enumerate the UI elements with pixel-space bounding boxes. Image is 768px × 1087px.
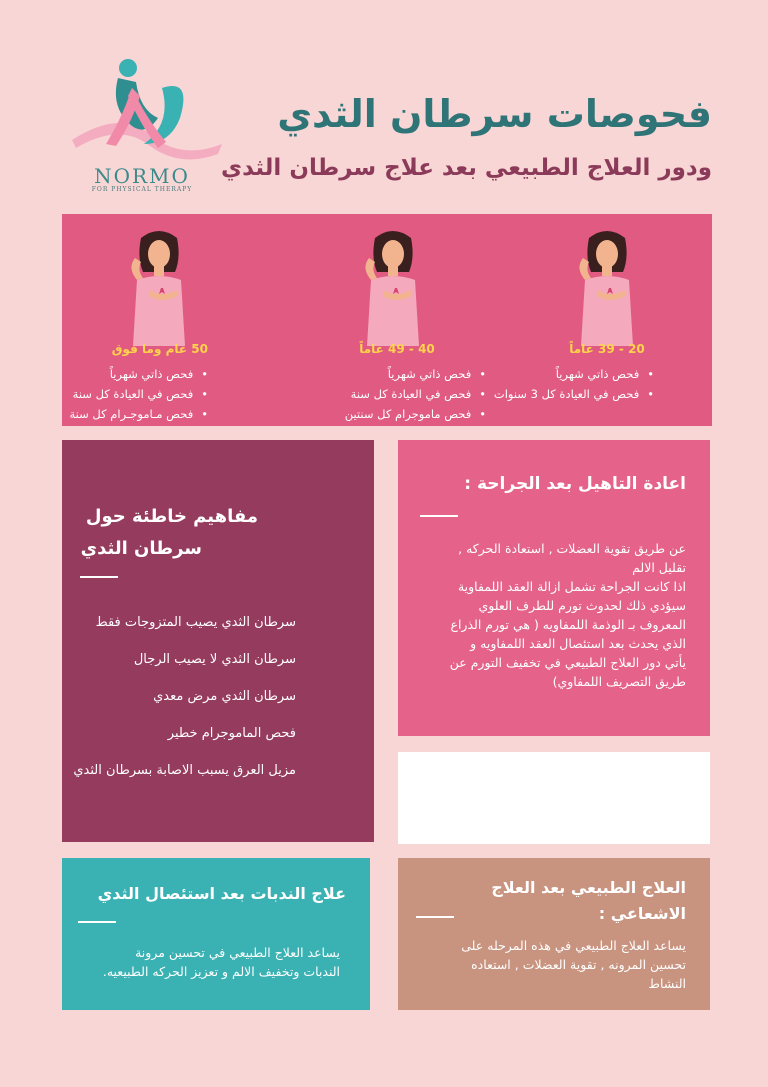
list-item: • فحص ذاتي شهرياً: [292, 364, 486, 384]
divider: [420, 515, 458, 517]
woman-figure-icon: [567, 228, 647, 346]
screening-age-panel: [62, 214, 712, 426]
list-item: • فحص في العيادة كل سنة: [62, 384, 208, 404]
radiation-text: [461, 936, 686, 993]
divider: [80, 576, 118, 578]
scar-text: [103, 943, 340, 981]
page-title: فحوصات سرطان الثدي: [277, 92, 712, 136]
list-item: سرطان الثدي يصيب المتزوجات فقط: [95, 615, 296, 630]
myths-box: [62, 440, 374, 842]
text-line: المعروف بـ الوذمة اللمفاويه ( هي تورم الذراع: [450, 617, 686, 632]
text-line: الندبات وتخفيف الالم و تعزيز الحركه الطبيعيه.: [102, 964, 340, 979]
divider: [78, 921, 116, 923]
list-item: • فحص مـاموجـرام كل سنة: [62, 404, 208, 424]
myths-heading: مفاهيم خاطئة حول: [85, 506, 258, 527]
text-line: يساعد العلاج الطبيعي في تحسين مرونة: [135, 945, 340, 960]
text-line: يساعد العلاج الطبيعي في هذه المرحله على: [461, 938, 686, 953]
list-item: • فحص ذاتي شهرياً: [62, 364, 208, 384]
list-item: سرطان الثدي لا يصيب الرجال: [133, 652, 296, 667]
text-line: طريق التصريف اللمفاوي): [552, 674, 686, 689]
text-line: عن طريق تقوية العضلات , استعادة الحركه ,: [458, 541, 686, 556]
text-line: النشاط: [648, 976, 686, 991]
normo-logo-icon: [62, 48, 232, 168]
text-line: يأتي دور العلاج الطبيعي في تخفيف التورم عن: [449, 655, 686, 670]
age-group-40-49: [292, 214, 502, 426]
page-subtitle: ودور العلاج الطبيعي بعد علاج سرطان الثدي: [221, 155, 712, 181]
logo-name: NORMO: [94, 164, 190, 188]
age-group-20-39: [493, 214, 712, 426]
rehab-heading: اعادة التاهيل بعد الجراحة :: [464, 474, 686, 494]
list-item: • فحص ماموجرام كل سنتين: [292, 404, 486, 424]
myths-list: [73, 615, 296, 800]
age-checklist: [292, 364, 502, 424]
age-checklist: [62, 364, 292, 424]
list-item: • فحص ذاتي شهرياً: [502, 364, 654, 384]
list-item: فحص الماموجرام خطير: [167, 726, 296, 741]
radiation-therapy-box: [398, 858, 710, 1010]
scar-treatment-box: [62, 858, 370, 1010]
list-item: مزيل العرق يسبب الاصابة بسرطان الثدي: [73, 763, 296, 778]
blank-panel: [398, 752, 710, 844]
rehab-text: [406, 539, 686, 691]
radiation-heading-line2: الاشعاعي :: [598, 904, 686, 923]
text-line: تحسين المرونه , تقوية العضلات , استعاده: [471, 957, 686, 972]
age-label: 40 - 49 عاماً: [359, 342, 435, 356]
radiation-heading: العلاج الطبيعي بعد العلاج: [491, 878, 686, 897]
age-label: 50 عام وما فوق: [111, 342, 208, 356]
age-group-50-plus: [62, 214, 292, 426]
text-line: سيؤدي ذلك لحدوث تورم للطرف العلوي: [478, 598, 686, 613]
logo-tagline: FOR PHYSICAL THERAPY: [91, 186, 193, 193]
woman-figure-icon: [353, 228, 433, 346]
woman-figure-icon: [119, 228, 199, 346]
myths-heading-line2: سرطان الثدي: [80, 538, 202, 559]
normo-logo: [62, 48, 232, 198]
text-line: تقليل الالم: [632, 560, 686, 575]
list-item: • فحص في العيادة كل 3 سنوات: [502, 384, 654, 404]
list-item: سرطان الثدي مرض معدي: [153, 689, 296, 704]
rehab-box: [398, 440, 710, 736]
scar-heading: علاج الندبات بعد استئصال الثدي: [97, 884, 346, 903]
divider: [416, 916, 454, 918]
age-label: 20 - 39 عاماً: [569, 342, 645, 356]
text-line: الذي يحدث بعد استئصال العقد اللمفاويه و: [470, 636, 686, 651]
text-line: اذا كانت الجراحة تشمل ازالة العقد اللمفاوية: [457, 579, 686, 594]
list-item: • فحص في العيادة كل سنة: [292, 384, 486, 404]
age-checklist: [493, 364, 712, 404]
